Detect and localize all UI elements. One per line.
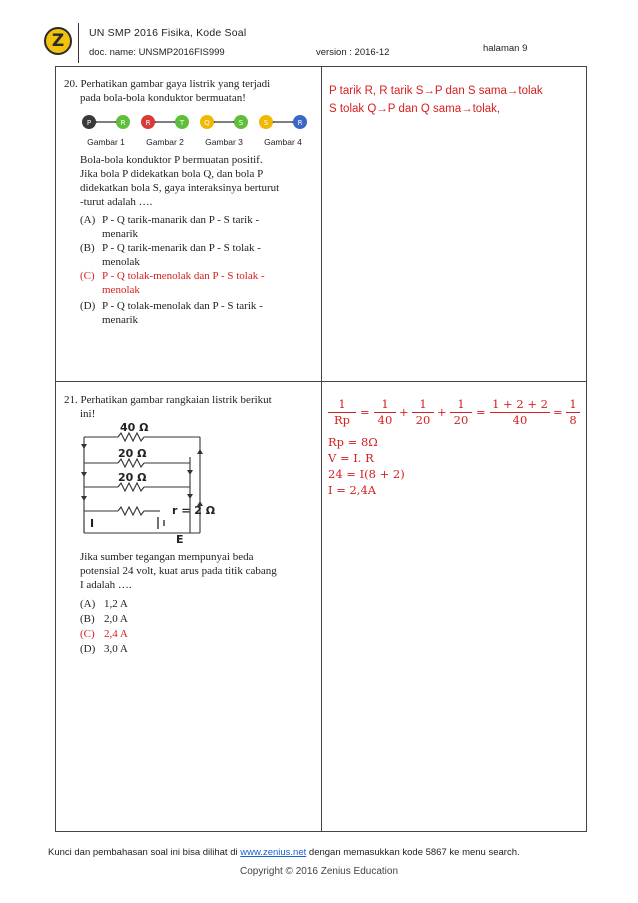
arrow-down-icon [187,470,193,475]
q20-option-d [80,299,263,313]
q21-solution-line-4: 24 = I(8 + 2) [328,467,405,481]
q21-stem-1: 21. Perhatikan gambar rangkaian listrik berikut [64,394,272,406]
q20-text-2: Jika bola P didekatkan bola Q, dan bola P [80,168,264,180]
doc-name: doc. name: UNSMP2016FIS999 [89,47,225,58]
question-table [55,66,587,832]
option-text: 1,2 A [104,598,128,610]
header-divider [78,23,79,63]
option-key: (C) [80,270,95,282]
arrow-down-icon [81,472,87,477]
source-label: E [176,533,184,543]
ball-label: P [86,119,92,127]
ball-label: Q [204,119,210,127]
option-text: 3,0 A [104,643,128,655]
figure-caption: Gambar 4 [264,137,302,147]
copyright: Copyright © 2016 Zenius Education [239,866,399,877]
arrow-down-icon [81,444,87,449]
ball-label: R [297,119,303,127]
option-text-cont: menarik [102,314,139,326]
q21-solution-line-2: Rp = 8Ω [328,435,378,449]
footer-suffix: dengan memasukkan kode 5867 ke menu search. [306,847,520,858]
q21-stem-2: ini! [80,408,96,420]
ball-label: R [120,119,126,127]
footer-note [48,847,520,858]
option-text: P - Q tolak-menolak dan P - S tarik - [102,300,263,312]
column-divider [321,67,322,831]
option-text: P - Q tarik-manarik dan P - S tarik - [102,214,260,226]
q20-option-c-correct [80,269,265,283]
option-key: (D) [80,643,96,655]
fraction: $\frac{1}{40}$ [374,397,396,428]
fraction: $\frac{1}{20}$ [450,397,472,428]
page-number: halaman 9 [483,43,528,54]
option-text: P - Q tarik-menarik dan P - S tolak - [102,242,261,254]
arrow-down-icon [187,494,193,499]
q20-option-b [80,241,261,255]
footer-prefix: Kunci dan pembahasan soal ini bisa dilihat di [48,847,241,858]
option-key: (D) [80,300,96,312]
option-key: (A) [80,214,96,226]
q20-figure-charged-balls [78,112,313,150]
q21-solution-line-5: I = 2,4A [328,483,377,497]
equals-sign: = [360,405,370,419]
option-text: 2,0 A [104,613,128,625]
current-label: I [90,517,95,530]
resistor-label: 40 Ω [120,421,149,434]
internal-resistance-label: r = 2 Ω [172,504,216,517]
option-text-cont: menolak [102,284,140,296]
option-text-cont: menolak [102,256,140,268]
q21-option-b [80,612,128,626]
ball-label: T [179,119,185,127]
zenius-link[interactable]: www.zenius.net [240,847,307,858]
arrow-down-icon [81,496,87,501]
q21-circuit-diagram [80,421,260,543]
q21-text-1: Jika sumber tegangan mempunyai beda [80,551,254,563]
q21-text-2: potensial 24 volt, kuat arus pada titik cabang [80,565,277,577]
option-key: (A) [80,598,96,610]
q20-text-3: didekatkan bola S, gaya interaksinya berturut [80,182,280,194]
q20-stem-1: 20. Perhatikan gambar gaya listrik yang terjadi [64,78,271,90]
doc-version: version : 2016-12 [316,47,390,58]
ball-label: S [238,119,244,127]
row-divider [56,381,586,382]
plus-sign: + [437,405,447,419]
option-key: (C) [80,628,95,640]
zenius-logo [44,27,72,55]
q21-solution-fraction-row [328,397,578,437]
fraction: $\frac{1 + 2 + 2}{40}$ [490,397,550,428]
fraction: $\frac{1}{8}$ [566,397,580,428]
q21-solution-line-3: V = I. R [328,451,374,465]
option-text-cont: menarik [102,228,139,240]
fraction: $\frac{1}{20}$ [412,397,434,428]
q20-option-a [80,213,260,227]
q21-option-a [80,597,128,611]
ball-label: S [263,119,269,127]
q20-text-4: -turut adalah …. [80,196,153,208]
fraction: $\frac{1}{Rp}$ [328,397,356,428]
doc-title: UN SMP 2016 Fisika, Kode Soal [89,27,247,39]
q21-option-c-correct [80,627,128,641]
equals-sign: = [476,405,486,419]
option-key: (B) [80,613,95,625]
q21-option-d [80,642,128,656]
q21-text-3: I adalah …. [80,579,132,591]
plus-sign: + [399,405,409,419]
figure-caption: Gambar 3 [205,137,243,147]
q20-stem-2: pada bola-bola konduktor bermuatan! [80,92,246,104]
ball-label: R [145,119,151,127]
option-text: 2,4 A [104,628,128,640]
arrow-up-icon [197,449,203,454]
q20-text-1: Bola-bola konduktor P bermuatan positif. [80,154,263,166]
logo-letter: Z [51,30,65,51]
figure-caption: Gambar 1 [87,137,125,147]
q20-answer-line-2: S tolak Q→P dan Q sama→tolak, [329,103,501,115]
option-text: P - Q tolak-menolak dan P - S tolak - [102,270,265,282]
resistor-label: 20 Ω [118,447,147,460]
figure-caption: Gambar 2 [146,137,184,147]
option-key: (B) [80,242,95,254]
resistor-label: 20 Ω [118,471,147,484]
equals-sign: = [553,405,563,419]
q20-answer-line-1: P tarik R, R tarik S→P dan S sama→tolak [329,85,543,97]
